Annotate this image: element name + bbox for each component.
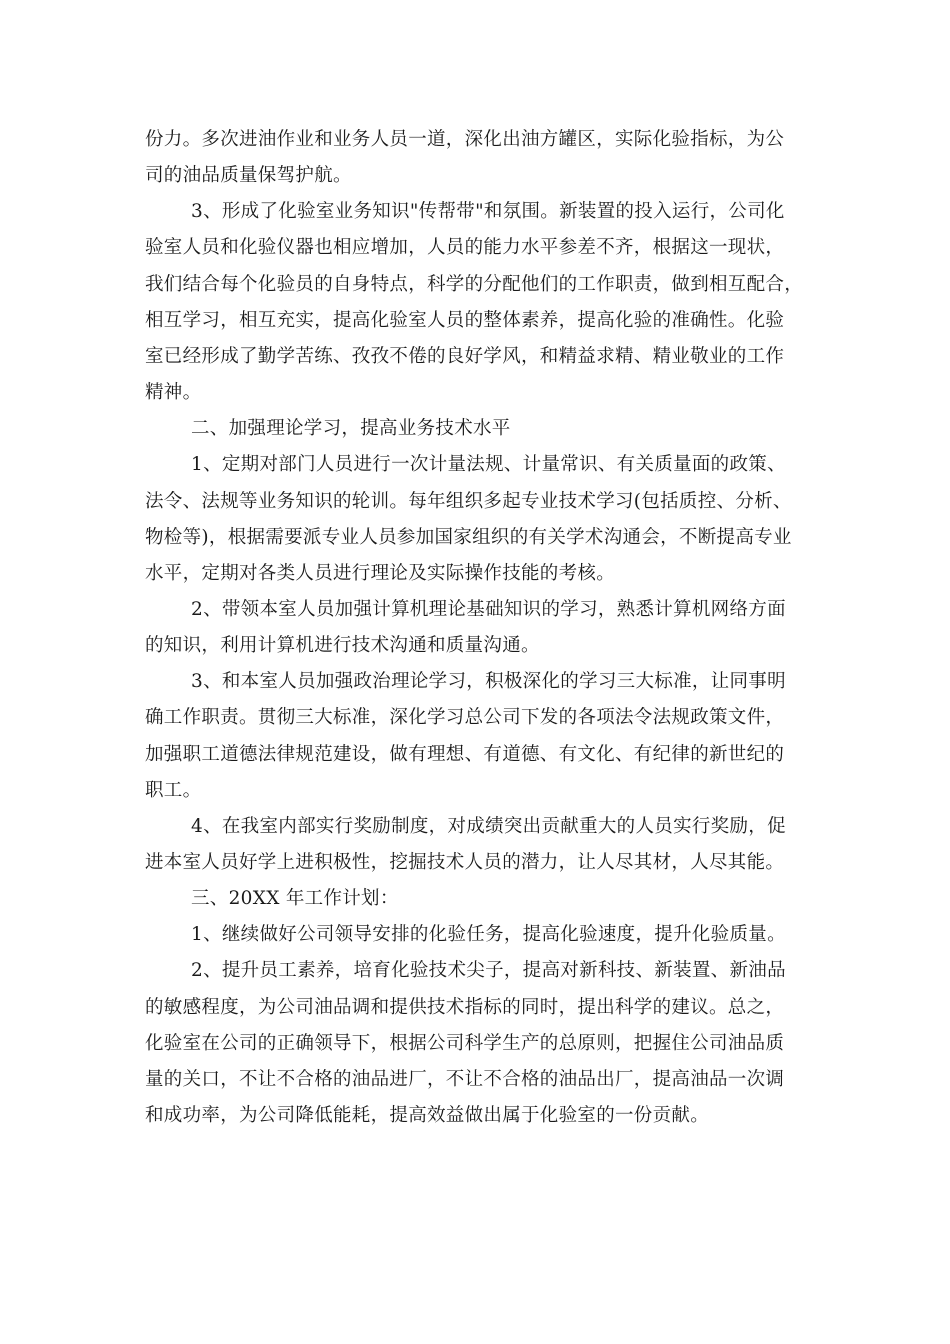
text-line: 的敏感程度，为公司油品调和提供技术指标的同时，提出科学的建议。总之，	[145, 996, 785, 1018]
text-line: 4、在我室内部实行奖励制度，对成绩突出贡献重大的人员实行奖励，促	[191, 815, 786, 837]
text-line: 2、提升员工素养，培育化验技术尖子，提高对新科技、新装置、新油品	[191, 960, 786, 982]
text-line: 量的关口，不让不合格的油品进厂，不让不合格的油品出厂，提高油品一次调	[145, 1068, 785, 1090]
text-line: 加强职工道德法律规范建设，做有理想、有道德、有文化、有纪律的新世纪的	[145, 743, 785, 765]
text-line: 三、20XX 年工作计划：	[191, 888, 399, 910]
text-line: 二、加强理论学习，提高业务技术水平	[191, 418, 511, 440]
text-line: 进本室人员好学上进积极性，挖掘技术人员的潜力，让人尽其材，人尽其能。	[145, 852, 785, 873]
text-line: 份力。多次进油作业和业务人员一道，深化出油方罐区，实际化验指标，为公	[145, 129, 785, 150]
text-line: 的知识，利用计算机进行技术沟通和质量沟通。	[145, 635, 540, 657]
text-line: 化验室在公司的正确领导下，根据公司科学生产的总原则，把握住公司油品质	[145, 1032, 785, 1054]
text-line: 1、继续做好公司领导安排的化验任务，提高化验速度，提升化验质量。	[191, 924, 786, 946]
text-line: 验室人员和化验仪器也相应增加，人员的能力水平参差不齐，根据这一现状，	[145, 237, 785, 259]
text-line: 相互学习，相互充实，提高化验室人员的整体素养，提高化验的准确性。化验	[145, 309, 785, 331]
text-line: 职工。	[145, 779, 202, 801]
text-line: 我们结合每个化验员的自身特点，科学的分配他们的工作职责，做到相互配合，	[145, 273, 804, 295]
text-line: 司的油品质量保驾护航。	[145, 165, 352, 187]
text-line: 3、和本室人员加强政治理论学习，积极深化的学习三大标准，让同事明	[191, 671, 786, 693]
text-line: 和成功率，为公司降低能耗，提高效益做出属于化验室的一份贡献。	[145, 1105, 710, 1126]
text-line: 2、带领本室人员加强计算机理论基础知识的学习，熟悉计算机网络方面	[191, 599, 786, 620]
text-line: 物检等)，根据需要派专业人员参加国家组织的有关学术沟通会，不断提高专业	[145, 526, 792, 548]
text-line: 3、形成了化验室业务知识"传帮带"和氛围。新装置的投入运行，公司化	[191, 201, 785, 223]
text-line: 室已经形成了勤学苦练、孜孜不倦的良好学风，和精益求精、精业敬业的工作	[145, 345, 785, 367]
text-line: 精神。	[145, 382, 202, 403]
text-line: 法令、法规等业务知识的轮训。每年组织多起专业技术学习(包括质控、分析、	[145, 490, 792, 512]
text-line: 水平，定期对各类人员进行理论及实际操作技能的考核。	[145, 562, 616, 584]
text-line: 1、定期对部门人员进行一次计量法规、计量常识、有关质量面的政策、	[191, 454, 786, 476]
text-line: 确工作职责。贯彻三大标准，深化学习总公司下发的各项法令法规政策文件，	[145, 707, 785, 729]
